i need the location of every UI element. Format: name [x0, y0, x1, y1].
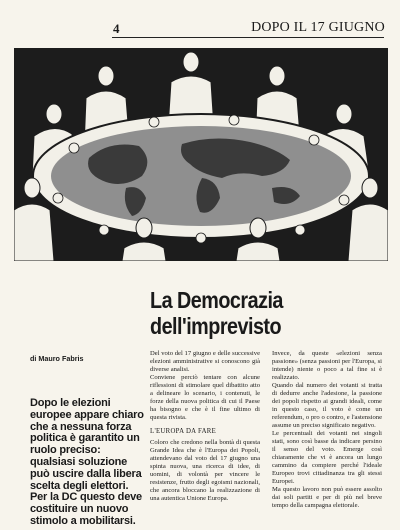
header-rule [112, 37, 384, 38]
body-paragraph: Coloro che credono nella bontà di questa Grande Idea che è l'Europa dei Popoli, attendevano dal voto del 17 giugno una spinta nuova, una ricerca di idee, di uomini, di volontà per vincere le resistenze, frutto degli egoismi nazionali, che ancora bloccano la realizzazione di una autentica Unione Europa. [150, 439, 260, 502]
byline: di Mauro Fabris [30, 354, 84, 363]
body-paragraph: Invece, da queste «elezioni senza passione» (senza passioni per l'Europa, si intende) niente o poco a tal fine si è realizzato. [272, 350, 382, 381]
body-column-1 [150, 350, 260, 503]
section-subhead: L'EUROPA DA FARE [150, 428, 217, 435]
body-paragraph: Del voto del 17 giugno e delle successive elezioni amministrative si conoscono già diverse analisi. [150, 350, 260, 373]
lead-paragraph: Dopo le elezioni europee appare chiaro che a nessuna forza politica è garantito un ruolo preciso: qualsiasi soluzione può uscire dalla libera scelta degli elettori. [30, 397, 144, 492]
illustration-drawing [14, 48, 388, 261]
article-title [150, 287, 390, 339]
section-title: DOPO IL 17 GIUGNO [251, 20, 385, 35]
body-paragraph: Ma questo lavoro non può essere assolto dai soli partiti e per di più nel breve tempo della campagna elettorale. [272, 486, 382, 509]
body-paragraph: Le percentuali dei votanti nei singoli stati, sono così basse da indicare persino il senso del voto. Emerge così chiaramente che vi è ancora un lungo cammino da compiere perché l'ideale Europeo trovi cittadinanza tra gli stessi Europei. [272, 430, 382, 485]
body-paragraph: Quando dal numero dei votanti si tratta di dedurre anche l'adesione, la passione dei popoli rispetto ai grandi ideali, come in questo caso, il voto è come un referendum, o pro o contro, e l'astensione assume un preciso significato negativo. [272, 382, 382, 429]
lead-paragraph: Per la DC questo deve costituire un nuovo stimolo a mobilitarsi. [30, 491, 142, 527]
article-title-line-1: La Democrazia [150, 287, 283, 313]
body-paragraph: Conviene perciò tentare con alcune riflessioni di stimolare quel dibattito atto a delineare lo scenario, i contenuti, le forze della nuova politica di cui il Paese ha bisogno e che è il fine ultimo di questa rivista. [150, 374, 260, 421]
body-column-2 [272, 350, 382, 510]
lead-text [30, 398, 148, 528]
article-title-line-2: dell'imprevisto [150, 313, 282, 339]
page-number: 4 [113, 21, 120, 36]
round-table-illustration [14, 48, 388, 261]
